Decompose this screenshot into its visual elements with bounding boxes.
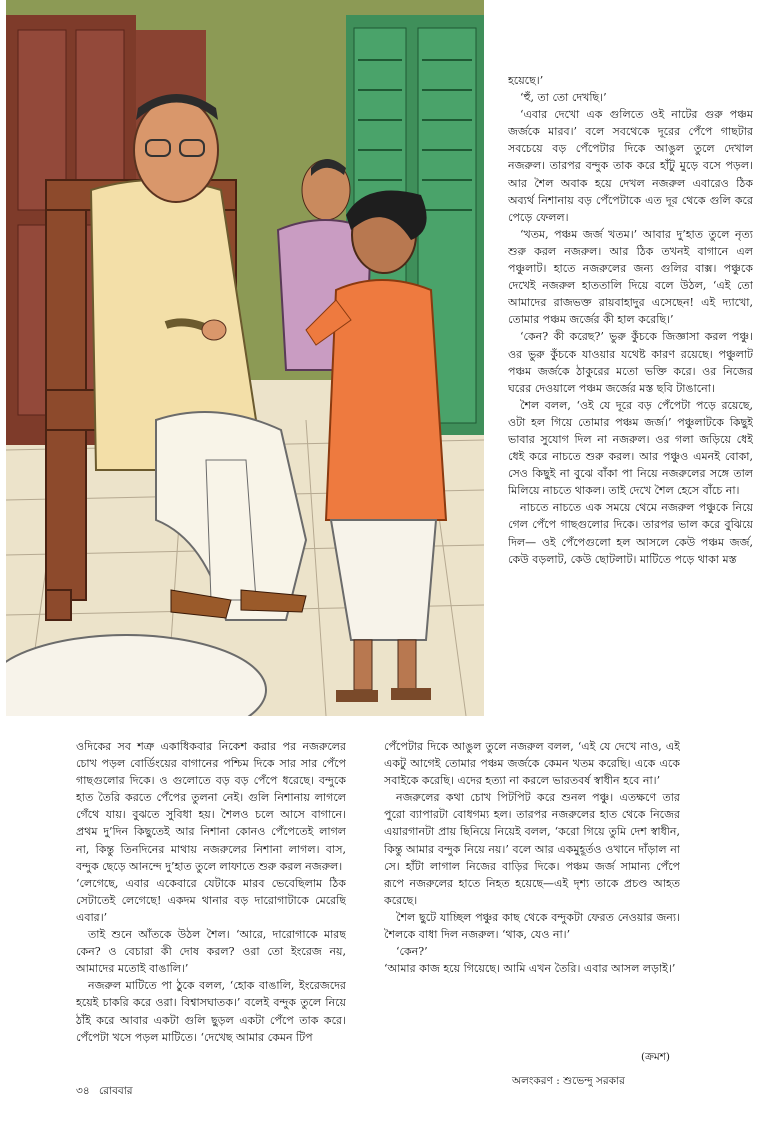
paragraph: নজরুলের কথা চোখ পিটপিট করে শুনল পঞ্চু। এতক্ষণে তার পুরো ব্যাপারটা বোধগম্য হল। তারপর নজরুলের হাত থেকে নিজের এয়ারগানটা প্রায় ছিনিয়ে নিয়েই বলল, ‘করো গিয়ে তুমি দেশ স্বাধীন, কিন্তু আমার বন্দুক নিয়ে নয়।’ বলে আর একমুহূর্তও ওখানে দাঁড়াল না সে। হাঁটা লাগাল নিজের বাড়ির দিকে। পঞ্চম জর্জ সামান্য পেঁপে রূপে নজরুলের হাতে নিহত হয়েছে—এই দৃশ্য তাকে প্রচণ্ড আহত করেছে। (384, 791, 680, 907)
paragraph: ‘কেন?’ (396, 945, 428, 959)
paragraph: শৈল ছুটে যাচ্ছিল পঞ্চুর কাছ থেকে বন্দুকটা ফেরত নেওয়ার জন্য। শৈলকে বাধা দিল নজরুল। ‘থাক, যেও না।’ (384, 910, 680, 942)
page-number: ৩৪ (76, 1085, 90, 1097)
paragraph: নজরুল মাটিতে পা ঠুকে বলল, ‘হোক বাঙালি, ইংরেজদের হয়েই চাকরি করে ওরা। বিশ্বাসঘাতক।’ বলেই বন্দুক তুলে নিয়ে ঠাঁই করে আবার একটা গুলি ছুড়ল একটা পেঁপে তাক করে। পেঁপেটা খসে পড়ল মাটিতে। ‘দেখেছ আমার কেমন টিপ (76, 979, 346, 1044)
paragraph: হয়েছে।’ (508, 74, 544, 87)
paragraph: ‘আমার কাজ হয়ে গিয়েছে। আমি এখন তৈরি। এবার আসল লড়াই।’ (384, 962, 676, 976)
paragraph: শৈল বলল, ‘ওই যে দূরে বড় পেঁপেটা পড়ে রয়েছে, ওটা হল গিয়ে তোমার পঞ্চম জর্জ।’ পঞ্চুলাটকে কিছুই ভাবার সুযোগ দিল না নজরুল। ওর গলা জড়িয়ে ধেই ধেই করে নাচতে শুরু করল। আর পঞ্চুও এমনই বোকা, সেও কিছুই না বুঝে বাঁকা পা নিয়ে নজরুলের সঙ্গে তাল মিলিয়ে নাচতে থাকল। তাই দেখে শৈল হেসে বাঁচে না। (508, 398, 753, 498)
story-illustration (6, 0, 484, 716)
continued-label: (ক্রমশ) (641, 1051, 671, 1063)
paragraph: ওদিকের সব শত্রু একাধিকবার নিকেশ করার পর নজরুলের চোখ পড়ল বোর্ডিংয়ের বাগানের পশ্চিম দিকে সার সার পেঁপে গাছগুলোর দিকে। ও গুলোতে বড় বড় পেঁপে ধরেছে। বন্দুকে হাত তৈরি করতে পেঁপের তুলনা নেই। গুলি নিশানায় লাগলে গেঁথে যায়। বুঝতে সুবিধা হয়। শৈলও চলে আসে বাগানে। প্রথম দু’দিন কিছুতেই আর নিশানা কোনও পেঁপেতেই লাগল না, কিন্তু তিনদিনের মাথায় নজরুলের নিশানা লাগল। বাস, বন্দুক ছেড়ে আনন্দে দু’হাত তুলে লাফাতে শুরু করল নজরুল। (76, 740, 346, 873)
paragraph: ‘খতম, পঞ্চম জর্জ খতম।’ আবার দু’হাত তুলে নৃত্য শুরু করল নজরুল। আর ঠিক তখনই বাগানে এল পঞ্চুলাট। হাতে নজরুলের জন্য গুলির বাক্স। পঞ্চুকে দেখেই নজরুল হাততালি দিয়ে বলে উঠল, ‘এই তো আমাদের রাজভক্ত রায়বাহাদুর এসেছেন! এই দ্যাখো, তোমার পঞ্চম জর্জের কী হাল করেছি।’ (508, 227, 753, 327)
illustration-drawing (6, 0, 484, 716)
left-text-column (76, 738, 346, 1058)
page-footer (76, 1084, 133, 1101)
right-text-column (508, 72, 753, 726)
paragraph: ‘হুঁ, তা তো দেখছি।’ (520, 91, 607, 105)
illustration-credit: অলংকরণ : শুভেন্দু সরকার (512, 1075, 625, 1087)
paragraph: ‘লেগেছে, এবার একেবারে যেটাকে মারব ভেবেছিলাম ঠিক সেটাতেই লেগেছে! একদম থানার বড় দারোগাটাকে মেরেছি এবার।’ (76, 876, 346, 924)
paragraph: ‘কেন? কী করেছ?’ ভুরু কুঁচকে জিজ্ঞাসা করল পঞ্চু। ওর ভুরু কুঁচকে যাওয়ার যথেষ্ট কারণ রয়েছে। পঞ্চুলাট পঞ্চম জর্জকে ঠাকুরের মতো ভক্তি করে। ওর নিজের ঘরের দেওয়ালে পঞ্চম জর্জের মস্ত ছবি টাঙানো। (508, 330, 753, 395)
paragraph: ‘এবার দেখো এক গুলিতে ওই নাটের গুরু পঞ্চম জর্জকে মারব।’ বলে সবথেকে দূরের পেঁপে গাছটার সবচেয়ে বড় পেঁপেটার দিকে আঙুল তুলে দেখাল নজরুল। তারপর বন্দুক তাক করে হাঁটু মুড়ে বসে পড়ল। আর শৈল অবাক হয়ে দেখল নজরুল এবারেও ঠিক অব্যর্থ নিশানায় বড় পেঁপেটাকে এত দূর থেকে গুলি করে পেড়ে ফেলল। (508, 108, 753, 224)
paragraph: নাচতে নাচতে এক সময়ে থেমে নজরুল পঞ্চুকে নিয়ে গেল পেঁপে গাছগুলোর দিকে। তারপর ভাল করে বুঝিয়ে দিল— ওই পেঁপেগুলো হল আসলে কেউ পঞ্চম জর্জ, কেউ বড়লাট, কেউ ছোটলাট। মাটিতে পড়ে থাকা মস্ত (508, 501, 753, 566)
magazine-name: রোববার (98, 1085, 133, 1097)
middle-text-column (384, 738, 680, 1028)
paragraph: পেঁপেটার দিকে আঙুল তুলে নজরুল বলল, ‘এই যে দেখে নাও, এই একটু আগেই তোমার পঞ্চম জর্জকে কেমন খতম করেছি। একে একে সবাইকে করেছি। এদের হত্যা না করলে ভারতবর্ষ স্বাধীন হবে না।’ (384, 740, 680, 788)
paragraph: তাই শুনে আঁতকে উঠল শৈল। ‘আরে, দারোগাকে মারছ কেন? ও বেচারা কী দোষ করল? ওরা তো ইংরেজ নয়, আমাদের মতোই বাঙালি।’ (76, 928, 346, 976)
